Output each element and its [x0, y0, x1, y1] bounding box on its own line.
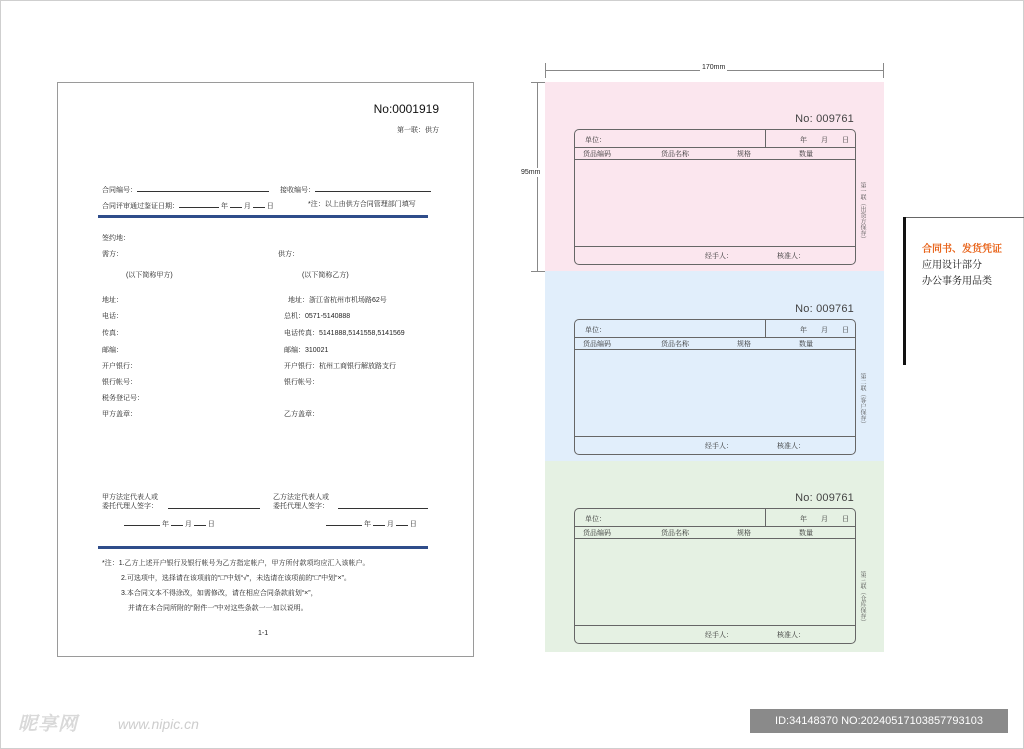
col-name: 货品名称	[661, 341, 689, 348]
height-tick-bottom	[531, 271, 545, 272]
caption-top-rule	[906, 217, 1024, 218]
slip-table	[574, 319, 856, 455]
height-tick-top	[531, 82, 545, 83]
slip-side-label: 第二联（客户保存）	[859, 373, 865, 427]
col-spec: 规格	[737, 530, 751, 537]
rep-a-line1: 甲方法定代表人或	[102, 494, 158, 501]
rep-b-line2: 委托代理人签字：	[273, 503, 329, 510]
watermark-url: www.nipic.cn	[118, 716, 199, 732]
watermark-brand: 昵享网	[18, 714, 79, 735]
divider-bar-top	[98, 215, 428, 218]
rep-b-date: 年 月 日	[326, 518, 417, 529]
slip-side-label: 第三联（仓库保存）	[859, 571, 865, 625]
approver-label: 核准人：	[777, 253, 805, 260]
party-a-label: 需方：	[102, 251, 123, 258]
contract-number: No:0001919	[373, 102, 439, 116]
note-3: 3.本合同文本不得涂改，如需修改，请在相应合同条款前划“×”，	[121, 590, 318, 597]
slip-month: 月	[821, 137, 828, 144]
voucher-slip-1	[545, 82, 884, 271]
review-date-field: 合同评审通过鉴证日期： 年 月 日	[102, 200, 274, 211]
col-spec: 规格	[737, 341, 751, 348]
b-postcode: 邮编：310021	[284, 347, 329, 354]
slip-day: 日	[842, 516, 849, 523]
note-2: 2.可选项中，选择请在该项前的“□”中划“√”，未选请在该项前的“□”中划“×”。	[121, 575, 351, 582]
voucher-slip-3	[545, 461, 884, 652]
divider-bar-bottom	[98, 546, 428, 549]
rep-b-sign-line	[338, 508, 428, 509]
col-name: 货品名称	[661, 530, 689, 537]
sign-place-label: 签约地：	[102, 235, 130, 242]
caption-title: 合同书、发货凭证	[922, 244, 1002, 255]
page-number: 1-1	[258, 630, 269, 637]
a-tax-id: 税务登记号：	[102, 395, 144, 402]
col-name: 货品名称	[661, 151, 689, 158]
rep-a-sign-line	[168, 508, 260, 509]
b-address: 地址：浙江省杭州市机场路62号	[288, 297, 387, 304]
slip-month: 月	[821, 327, 828, 334]
fill-note: *注：以上由供方合同管理部门填写	[308, 201, 416, 208]
a-address: 地址：	[102, 297, 123, 304]
contract-no-field: 合同编号：	[102, 184, 269, 195]
b-switchboard: 总机：0571-5140888	[284, 313, 351, 320]
slip-number: No: 009761	[795, 113, 854, 125]
rep-a-date: 年 月 日	[124, 518, 215, 529]
caption-line-2: 应用设计部分	[922, 260, 982, 271]
width-tick-left	[545, 63, 546, 78]
slip-unit-label: 单位：	[585, 137, 606, 144]
party-b-label: 供方：	[278, 251, 299, 258]
caption-bar	[903, 217, 906, 365]
party-b-short: (以下简称乙方)	[302, 272, 349, 279]
a-seal: 甲方盖章：	[102, 411, 137, 418]
width-tick-right	[883, 63, 884, 78]
handler-label: 经手人：	[705, 253, 733, 260]
col-spec: 规格	[737, 151, 751, 158]
col-code: 货品编码	[583, 530, 611, 537]
col-qty: 数量	[799, 341, 813, 348]
col-qty: 数量	[799, 151, 813, 158]
handler-label: 经手人：	[705, 632, 733, 639]
approver-label: 核准人：	[777, 443, 805, 450]
contract-page	[57, 82, 474, 657]
handler-label: 经手人：	[705, 443, 733, 450]
slip-number: No: 009761	[795, 492, 854, 504]
height-label: 95mm	[521, 169, 541, 176]
slip-year: 年	[800, 516, 807, 523]
note-4: 并请在本合同所附的“附件一”中对这些条款一一加以说明。	[128, 605, 308, 612]
note-1: *注：1.乙方上述开户银行及银行帐号为乙方指定帐户，甲方所付款项均应汇入该帐户。	[102, 560, 370, 567]
voucher-slip-2	[545, 271, 884, 461]
slip-day: 日	[842, 327, 849, 334]
rep-b-line1: 乙方法定代表人或	[273, 494, 329, 501]
slip-table	[574, 508, 856, 644]
slip-table	[574, 129, 856, 265]
caption-line-3: 办公事务用品类	[922, 276, 992, 287]
slip-unit-label: 单位：	[585, 327, 606, 334]
width-label: 170mm	[702, 64, 726, 71]
slip-unit-label: 单位：	[585, 516, 606, 523]
slip-side-label: 第一联（出货方保存）	[859, 182, 865, 242]
a-phone: 电话：	[102, 313, 123, 320]
b-bank: 开户银行：杭州工商银行解放路支行	[284, 363, 396, 370]
slip-day: 日	[842, 137, 849, 144]
party-a-short: (以下简称甲方)	[126, 272, 173, 279]
slip-number: No: 009761	[795, 303, 854, 315]
slip-year: 年	[800, 137, 807, 144]
a-account: 银行帐号：	[102, 379, 137, 386]
slip-month: 月	[821, 516, 828, 523]
b-phone-fax: 电话传真：5141888,5141558,5141569	[284, 330, 405, 337]
a-bank: 开户银行：	[102, 363, 137, 370]
rep-a-line2: 委托代理人签字：	[102, 503, 158, 510]
col-code: 货品编码	[583, 341, 611, 348]
b-account: 银行帐号：	[284, 379, 319, 386]
a-fax: 传真：	[102, 330, 123, 337]
slip-year: 年	[800, 327, 807, 334]
contract-copy-label: 第一联：供方	[397, 127, 439, 134]
col-code: 货品编码	[583, 151, 611, 158]
approver-label: 核准人：	[777, 632, 805, 639]
receive-no-field: 接收编号：	[280, 184, 431, 195]
b-seal: 乙方盖章：	[284, 411, 319, 418]
a-postcode: 邮编：	[102, 347, 123, 354]
col-qty: 数量	[799, 530, 813, 537]
watermark-id: ID:34148370 NO:20240517103857793103	[750, 709, 1008, 733]
